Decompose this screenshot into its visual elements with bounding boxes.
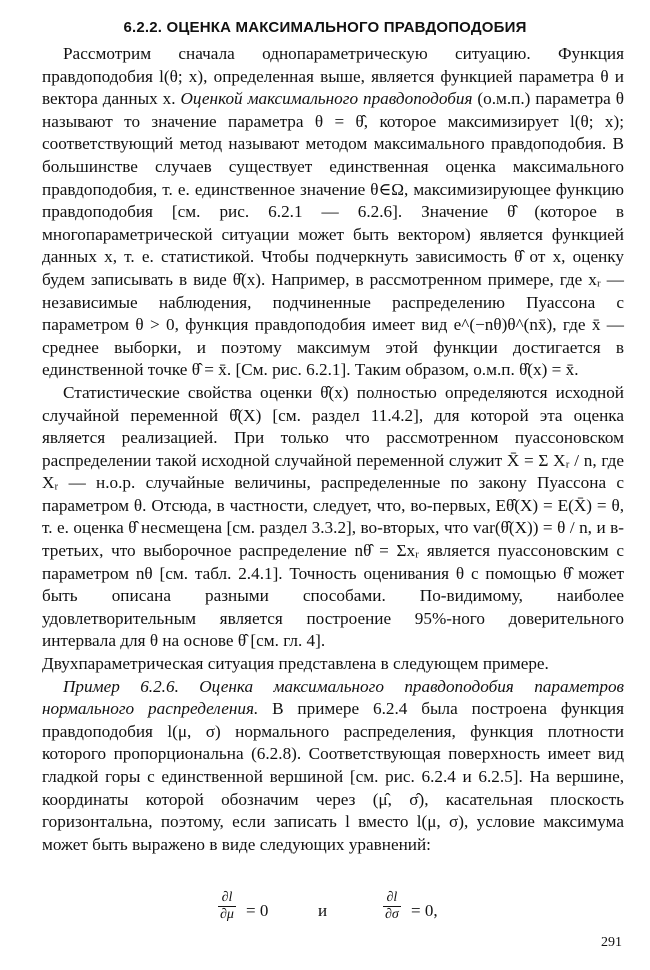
term-mle: Оценкой максимального правдоподобия [180, 89, 473, 109]
paragraph-text: (о.м.п.) параметра θ называют то значение параметра θ = θ̂, которое максимизирует l(θ; x); соответствующий метод называют методом максимального правдоподобия. В большинстве случаев существует единственная оценка максимального правдоподобия, т. е. единственное значение θ∈Ω, максимизирующее функцию правдоподобия [см. рис. 6.2.1 — 6.2.6]. Значение θ̂ (которое в многопараметрической ситуации может быть вектором) является функцией данных x, т. е. статистикой. Чтобы подчеркнуть зависимость θ̂ от x, оценку будем записывать в виде θ̂(x). Например, в рассмотренном примере, где xᵣ — независимые наблюдения, подчиненные распределению Пуассона с параметром θ > 0, функция правдоподобия имеет вид e^(−nθ)θ^(nx̄), где x̄ — среднее выборки, и поэтому максимум этой функции достигается в единственной точке θ̂ = x̄. [См. рис. 6.2.1]. Таким образом, о.м.п. θ̂(x) = x̄. [42, 89, 624, 380]
equation-rhs: = 0, [411, 901, 438, 920]
example-title: Пример 6.2.6. Оценка максимального правдоподобия параметров нормального распределения. [42, 676, 624, 719]
paragraph-two-parameter: Двухпараметрическая ситуация представлена в следующем примере. [42, 654, 549, 674]
partial-l-mu-fraction [218, 890, 236, 923]
section-heading: 6.2.2. ОЦЕНКА МАКСИМАЛЬНОГО ПРАВДОПОДОБИЯ [123, 19, 527, 36]
body-text [42, 43, 624, 856]
equation-rhs: = 0 [246, 901, 269, 920]
conjunction: и [318, 901, 328, 920]
paragraph-example-6-2-6 [42, 676, 624, 857]
fraction-numerator: ∂l [383, 890, 401, 907]
paragraph-statistical-properties: Статистические свойства оценки θ̂(x) полностью определяются исходной случайной переменной θ̂(X) [см. раздел 11.4.2], для которой эта оценка является реализацией. При только что рассмотренном пуассоновском распределении такой исходной случайной переменной служит X̄ = Σ Xᵣ / n, где Xᵣ — н.о.р. случайные величины, распределенные по закону Пуассона с параметром θ. Отсюда, в частности, следует, что, во-первых, Eθ̂(X) = E(X̄) = θ, т. е. оценка θ̂ несмещена [см. раздел 3.3.2], во-вторых, что var(θ̂(X)) = θ / n, и в-третьих, что выборочное распределение nθ̂ = Σxᵣ является пуассоновским с параметром nθ [см. табл. 2.4.1]. Точность оценивания θ с помощью θ̂ может быть описана разными способами. По-видимому, наиболее удовлетворительным является построение 95%-ного доверительного интервала для θ на основе θ̂ [см. гл. 4]. [42, 382, 624, 651]
paragraph-text: В примере 6.2.4 была построена функция правдоподобия l(μ, σ) нормального распределения, функция плотности которого пропорциональна (6.2.8). Соответствующая поверхность имеет вид гладкой горы с единственной вершиной [см. рис. 6.2.4 и 6.2.5]. На вершине, координаты которой обозначим через (μ̂, σ̂), касательная плоскость горизонтальна, поэтому, если записать l вместо l(μ, σ), условие максимума может быть выражено в виде следующих уравнений: [42, 699, 624, 854]
page-number: 291 [601, 935, 622, 950]
fraction-denominator: ∂μ [220, 907, 234, 922]
paragraph-text: Рассмотрим сначала однопараметрическую ситуацию. Функция правдоподобия l(θ; x), определенная выше, является функцией параметра θ и вектора данных x. [42, 44, 624, 109]
paragraph-mle-definition [42, 43, 624, 382]
max-likelihood-equations [0, 890, 650, 930]
fraction-numerator: ∂l [218, 890, 236, 907]
partial-l-sigma-fraction [383, 890, 401, 923]
fraction-denominator: ∂σ [385, 907, 399, 922]
